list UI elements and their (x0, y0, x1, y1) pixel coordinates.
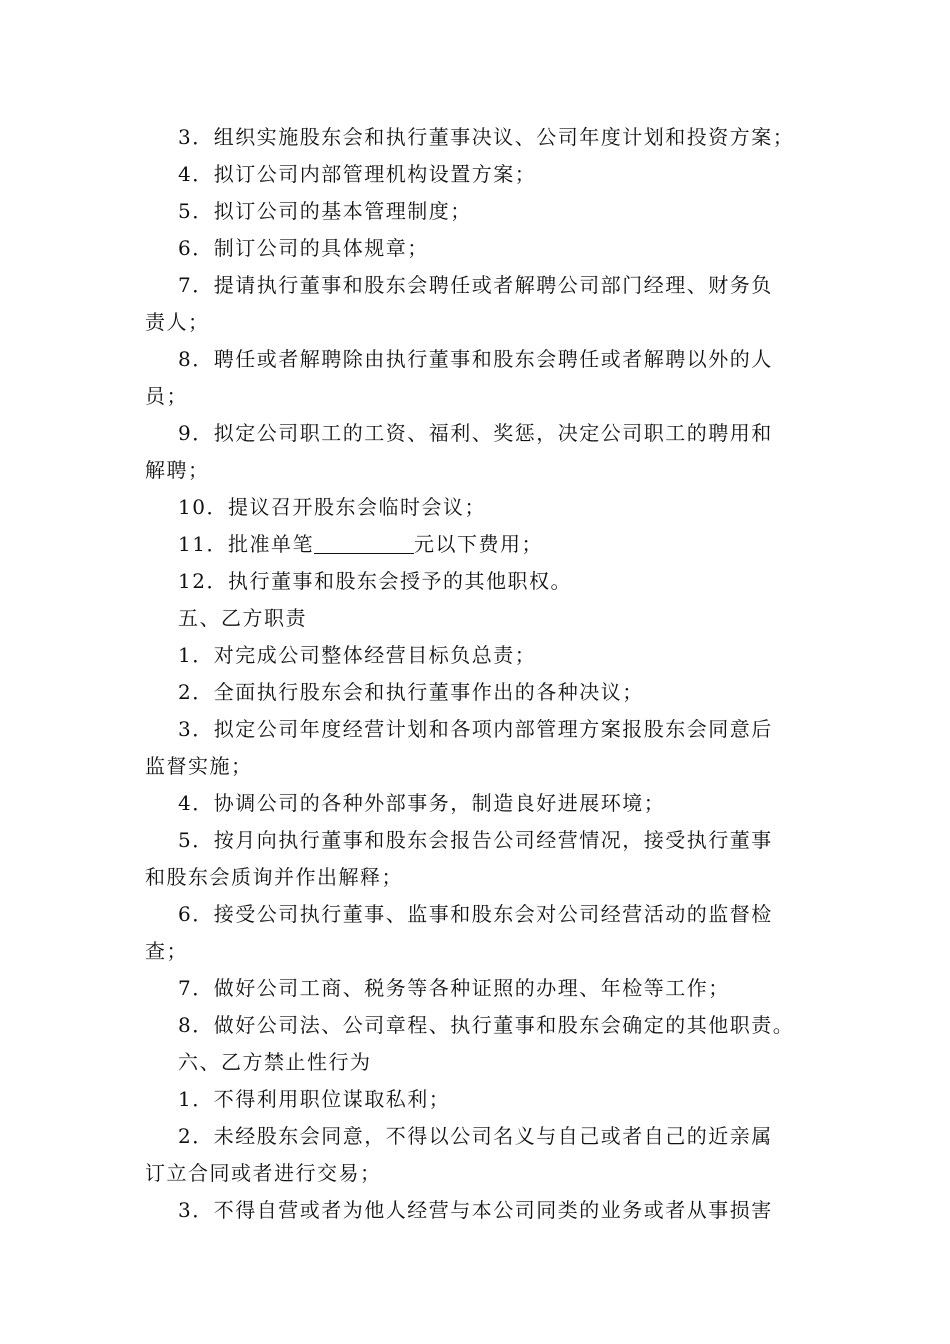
paragraph-line: 2．未经股东会同意，不得以公司名义与自己或者自己的近亲属 (178, 1124, 773, 1148)
paragraph-line: 解聘； (145, 458, 210, 482)
paragraph-line: 1．不得利用职位谋取私利； (178, 1087, 451, 1111)
paragraph-line: 8．聘任或者解聘除由执行董事和股东会聘任或者解聘以外的人 (178, 347, 773, 371)
paragraph-line: 订立合同或者进行交易； (145, 1161, 382, 1185)
paragraph-line: 8．做好公司法、公司章程、执行董事和股东会确定的其他职责。 (178, 1013, 795, 1037)
paragraph-line-with-blank (145, 526, 825, 563)
paragraph-line: 10．提议召开股东会临时会议； (178, 495, 486, 519)
paragraph-line: 7．提请执行董事和股东会聘任或者解聘公司部门经理、财务负 (178, 273, 773, 297)
paragraph-line: 3．不得自营或者为他人经营与本公司同类的业务或者从事损害 (178, 1198, 773, 1222)
paragraph-line: 9．拟定公司职工的工资、福利、奖惩，决定公司职工的聘用和 (178, 421, 773, 445)
paragraph-line: 责人； (145, 310, 210, 334)
fill-in-blank (314, 531, 414, 554)
paragraph-line: 3．组织实施股东会和执行董事决议、公司年度计划和投资方案； (178, 125, 795, 149)
paragraph-line: 5．拟订公司的基本管理制度； (178, 199, 472, 223)
paragraph-line: 12．执行董事和股东会授予的其他职权。 (178, 569, 572, 593)
paragraph-line: 员； (145, 384, 188, 408)
paragraph-line: 2．全面执行股东会和执行董事作出的各种决议； (178, 680, 644, 704)
paragraph-line: 和股东会质询并作出解释； (145, 865, 403, 889)
paragraph-line: 6．接受公司执行董事、监事和股东会对公司经营活动的监督检 (178, 902, 773, 926)
line-suffix: 元以下费用； (413, 532, 543, 556)
paragraph-line: 查； (145, 939, 188, 963)
line-prefix: 11．批准单笔 (178, 532, 314, 556)
paragraph-line: 6．制订公司的具体规章； (178, 236, 429, 260)
section-heading: 六、乙方禁止性行为 (178, 1050, 372, 1074)
paragraph-line: 4．协调公司的各种外部事务，制造良好进展环境； (178, 791, 666, 815)
paragraph-line: 1．对完成公司整体经营目标负总责； (178, 643, 537, 667)
paragraph-line: 7．做好公司工商、税务等各种证照的办理、年检等工作； (178, 976, 730, 1000)
document-body (145, 119, 825, 1229)
paragraph-line: 5．按月向执行董事和股东会报告公司经营情况，接受执行董事 (178, 828, 773, 852)
paragraph-line: 4．拟订公司内部管理机构设置方案； (178, 162, 537, 186)
paragraph-line: 3．拟定公司年度经营计划和各项内部管理方案报股东会同意后 (178, 717, 773, 741)
section-heading: 五、乙方职责 (178, 606, 307, 630)
paragraph-line: 监督实施； (145, 754, 253, 778)
